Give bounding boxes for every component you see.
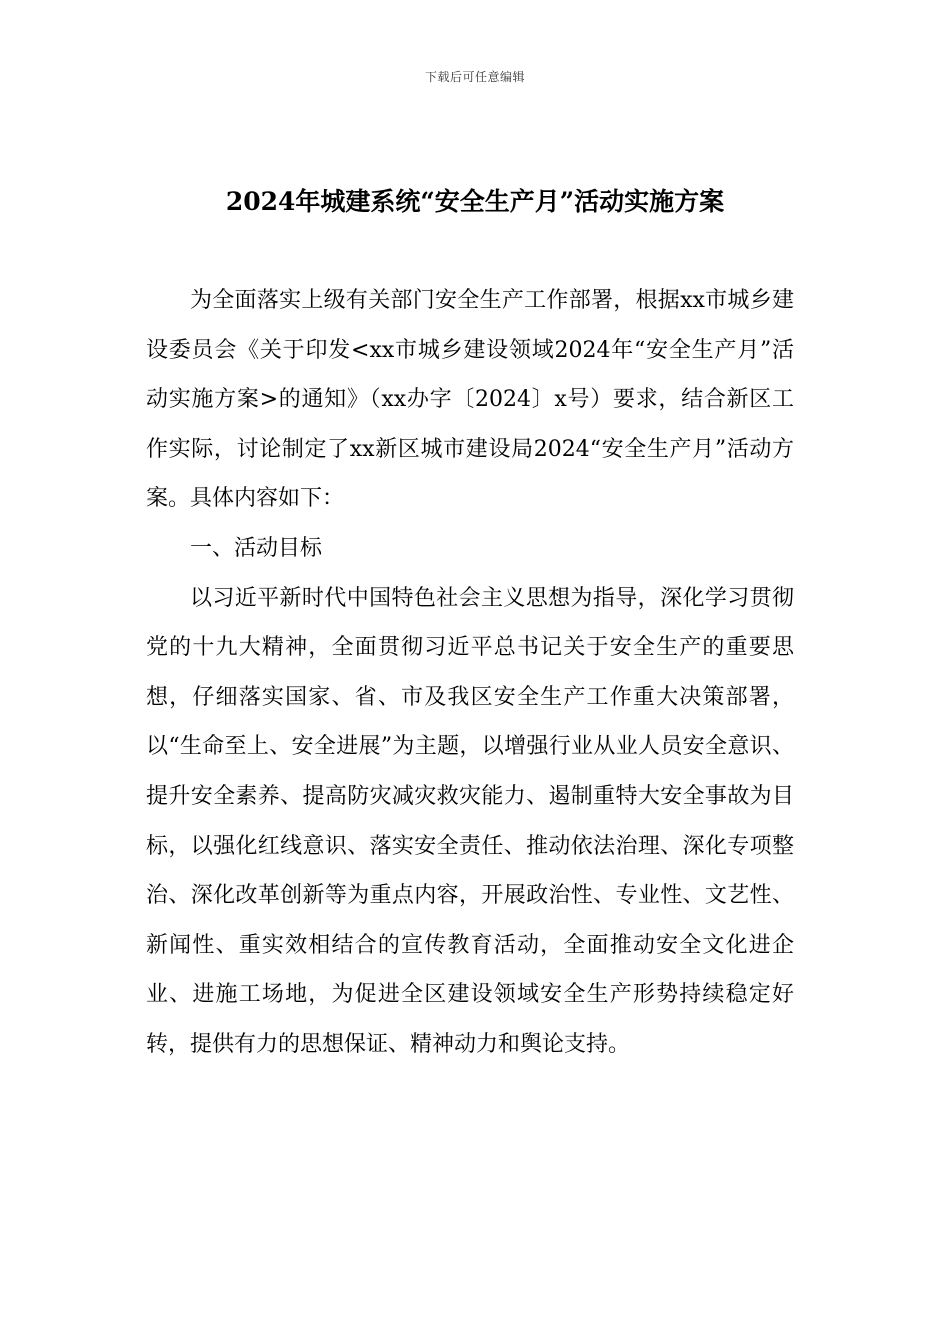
- intro-paragraph: 为全面落实上级有关部门安全生产工作部署，根据xx市城乡建设委员会《关于印发<xx市城乡建设领域2024年“安全生产月”活动实施方案>的通知》（xx办字〔2024〕x号）要求，结合新区工作实际，讨论制定了xx新区城市建设局2024“安全生产月”活动方案。具体内容如下：: [146, 288, 794, 512]
- page-header-note: 下载后可任意编辑: [424, 70, 525, 84]
- goals-paragraph: 以习近平新时代中国特色社会主义思想为指导，深化学习贯彻党的十九大精神，全面贯彻习近平总书记关于安全生产的重要思想，仔细落实国家、省、市及我区安全生产工作重大决策部署，以“生命至上、安全进展”为主题，以增强行业从业人员安全意识、提升安全素养、提高防灾减灾救灾能力、遏制重特大安全事故为目标，以强化红线意识、落实安全责任、推动依法治理、深化专项整治、深化改革创新等为重点内容，开展政治性、专业性、文艺性、新闻性、重实效相结合的宣传教育活动，全面推动安全文化进企业、进施工场地，为促进全区建设领域安全生产形势持续稳定好转，提供有力的思想保证、精神动力和舆论支持。: [146, 585, 794, 1057]
- section-heading-goals: 一、活动目标: [190, 535, 323, 561]
- document-title: 2024年城建系统“安全生产月”活动实施方案: [225, 187, 725, 216]
- document-body: [146, 276, 794, 1070]
